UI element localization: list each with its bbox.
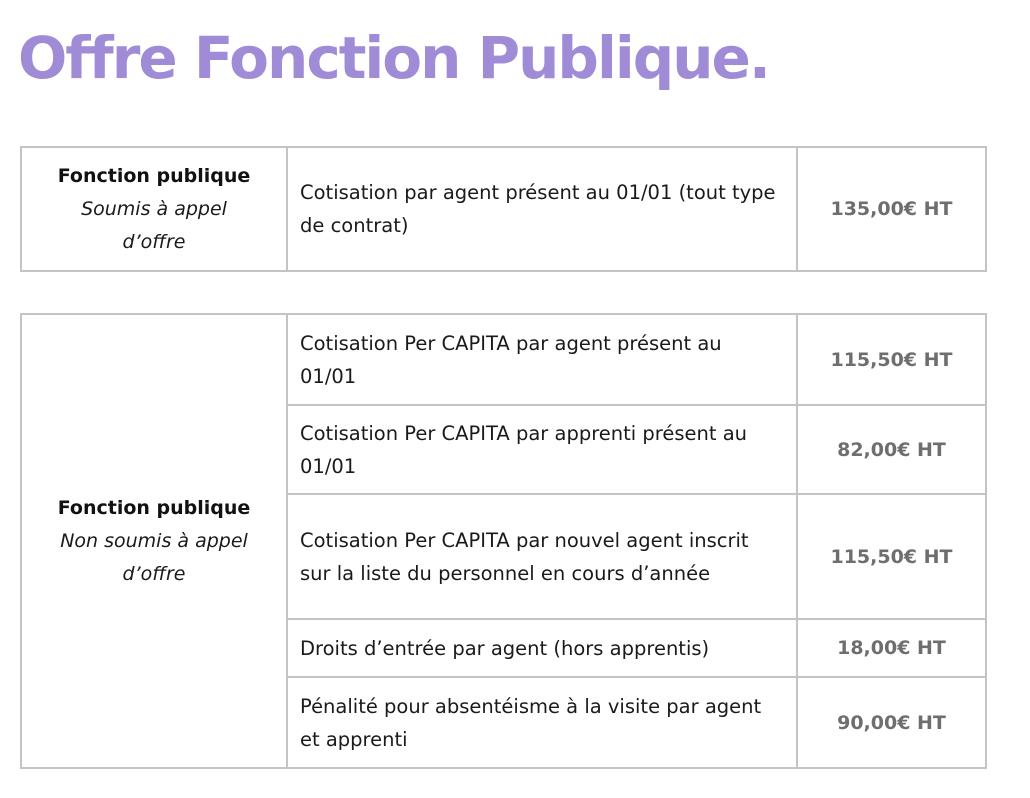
price-cell: 115,50€ HT (797, 314, 986, 405)
description-cell: Pénalité pour absentéisme à la visite par agent et apprenti (287, 677, 797, 768)
page-title: Offre Fonction Publique. (18, 24, 769, 92)
description-cell: Cotisation par agent présent au 01/01 (tout type de contrat) (287, 147, 797, 271)
category-cell (21, 147, 287, 271)
price-cell: 135,00€ HT (797, 147, 986, 271)
price-cell: 90,00€ HT (797, 677, 986, 768)
pricing-table-no-tender (20, 313, 987, 769)
table-row (21, 314, 986, 405)
description-cell: Cotisation Per CAPITA par nouvel agent inscrit sur la liste du personnel en cours d’année (287, 494, 797, 619)
category-title: Fonction publique (57, 496, 251, 519)
description-cell: Cotisation Per CAPITA par apprenti présent au 01/01 (287, 405, 797, 494)
price-cell: 115,50€ HT (797, 494, 986, 619)
category-subtitle: Soumis à appel d’offre (81, 197, 227, 253)
table-row (21, 147, 986, 271)
description-cell: Droits d’entrée par agent (hors apprentis) (287, 619, 797, 677)
pricing-table-tender (20, 146, 987, 272)
category-cell (21, 314, 287, 768)
category-subtitle: Non soumis à appel d’offre (60, 529, 248, 585)
description-cell: Cotisation Per CAPITA par agent présent au 01/01 (287, 314, 797, 405)
price-cell: 18,00€ HT (797, 619, 986, 677)
price-cell: 82,00€ HT (797, 405, 986, 494)
category-title: Fonction publique (57, 164, 251, 187)
